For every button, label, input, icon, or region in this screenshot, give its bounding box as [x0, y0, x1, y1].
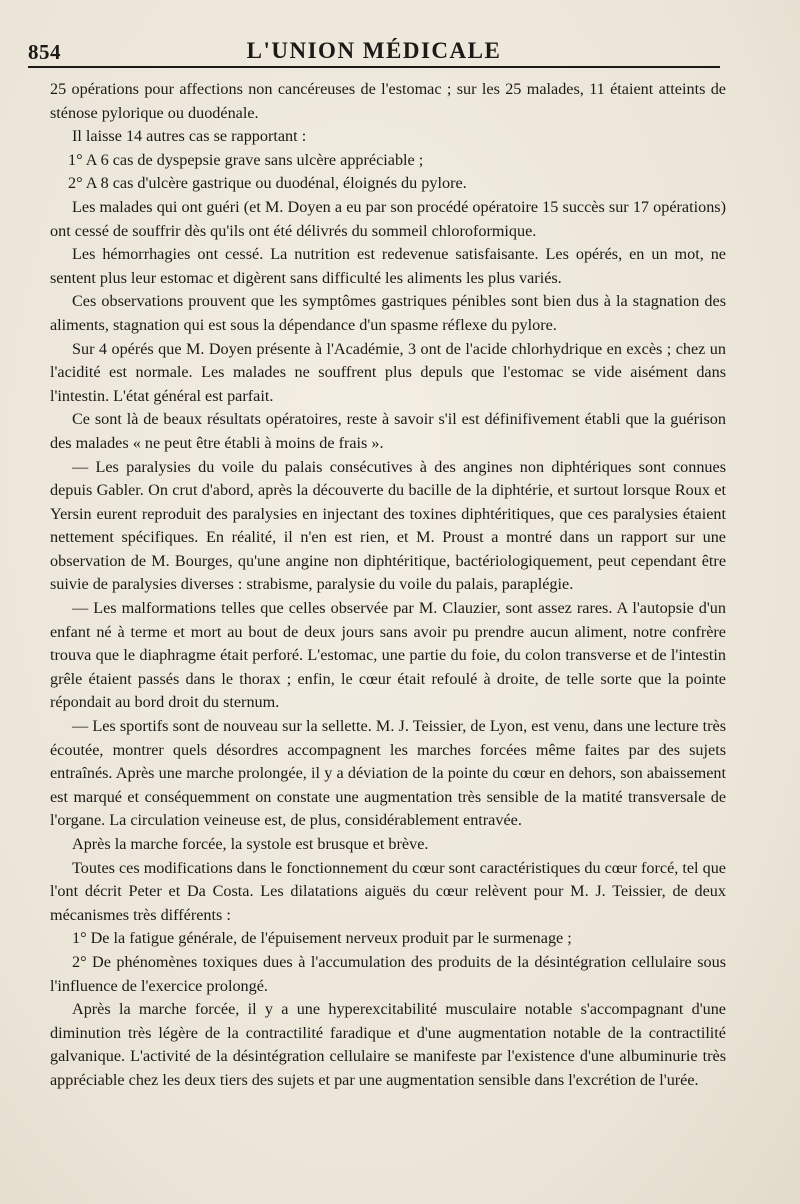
page-header [28, 34, 720, 68]
paragraph-cases-intro: Il laisse 14 autres cas se rapportant : [72, 127, 307, 146]
paragraph-operated-patients: Sur 4 opérés que M. Doyen présente à l'Académie, 3 ont de l'acide chlorhydrique en excès ; chez un l'acidité est normale. Les malades ne souffrent plus depuls que l'estomac se vide aisément dans l'intestin. L'état général est parfait. [50, 339, 726, 405]
list-item-fatigue: 1° De la fatigue générale, de l'épuisement nerveux produit par le surmenage ; [72, 929, 572, 948]
paragraph-paralysies: — Les paralysies du voile du palais consécutives à des angines non diphtériques sont connues depuis Gabler. On crut d'abord, après la découverte du bacille de la diphtérie, et surtout lorsque Roux et Yersin eurent reproduit des paralysies en injectant des toxines diphtéritiques, que ces paralysies étaient nettement spécifiques. En réalité, il n'en est rien, et M. Proust a montré dans un rapport sur une observation de M. Bourges, qu'une angine non diphtéritique, bactériologiquement, peut cependant être suivie de paralysies diverses : strabisme, paralysie du voile du palais, paraplégie. [50, 457, 726, 594]
paragraph-malformations: — Les malformations telles que celles observée par M. Clauzier, sont assez rares. A l'autopsie d'un enfant né à terme et mort au bout de deux jours sans avoir pu prendre aucun aliment, notre confrère trouva que le diaphragme était perforé. L'estomac, une partie du foie, du colon transverse et de l'intestin grêle étaient passés dans le thorax ; enfin, le cœur était refoulé à droite, de telle sorte que la pointe répondait au bord droit du sternum. [50, 599, 726, 712]
paragraph-continued: 25 opérations pour affections non cancéreuses de l'estomac ; sur les 25 malades, 11 étaient atteints de sténose pylorique ou duodénale. [50, 80, 726, 122]
paragraph-results: Ce sont là de beaux résultats opératoires, reste à savoir s'il est définifivement établi que la guérison des malades « ne peut être établi à moins de frais ». [50, 410, 726, 452]
paragraph-systole: Après la marche forcée, la systole est brusque et brève. [72, 835, 429, 853]
page-number: 854 [28, 40, 61, 64]
paragraph-sportifs: — Les sportifs sont de nouveau sur la sellette. M. J. Teissier, de Lyon, est venu, dans une lecture très écoutée, montrer quels désordres accompagnent les marches forcées même faites par des sujets entraînés. Après une marche prolongée, il y a déviation de la pointe du cœur en dehors, son abaissement est marqué et conséquemment on constate une augmentation très sensible de la matité transversale de l'organe. La circulation veineuse est, de plus, considérablement entravée. [50, 717, 726, 830]
running-title: L'UNION MÉDICALE [246, 38, 502, 63]
paragraph-modifications: Toutes ces modifications dans le fonctionnement du cœur sont caractéristiques du cœur forcé, tel que l'ont décrit Peter et Da Costa. Les dilatations aiguës du cœur relèvent pour M. J. Teissier, de deux mécanismes très différents : [50, 858, 726, 924]
list-item-toxic: 2° De phénomènes toxiques dues à l'accumulation des produits de la désintégration cellulaire sous l'influence de l'exercice prolongé. [50, 952, 726, 995]
paragraph-cured-patients: Les malades qui ont guéri (et M. Doyen a eu par son procédé opératoire 15 succès sur 17 opérations) ont cessé de souffrir dès qu'ils ont été délivrés du sommeil chloroformique. [50, 197, 726, 240]
paragraph-hyperexcitability: Après la marche forcée, il y a une hyperexcitabilité musculaire notable s'accompagnant d'une diminution très légère de la contractilité faradique et d'une augmentation notable de la contractilité galvanique. L'activité de la désintégration cellulaire se manifeste par l'existence d'une albuminurie très appréciable chez les deux tiers des sujets et par une augmentation sensible dans l'excrétion de l'urée. [50, 1000, 726, 1089]
list-item-dyspepsia: 1° A 6 cas de dyspepsie grave sans ulcère appréciable ; [68, 150, 424, 169]
paragraph-observations: Ces observations prouvent que les symptômes gastriques pénibles sont bien dus à la stagnation des aliments, stagnation qui est sous la dépendance d'un spasme réflexe du pylore. [50, 292, 726, 334]
header-rule [28, 66, 720, 68]
article-body [50, 78, 726, 1093]
list-item-ulcer: 2° A 8 cas d'ulcère gastrique ou duodénal, éloignés du pylore. [68, 174, 467, 193]
paragraph-hemorrhages: Les hémorrhagies ont cessé. La nutrition est redevenue satisfaisante. Les opérés, en un mot, ne sentent plus leur estomac et digèrent sans difficulté les aliments les plus variés. [50, 245, 726, 287]
